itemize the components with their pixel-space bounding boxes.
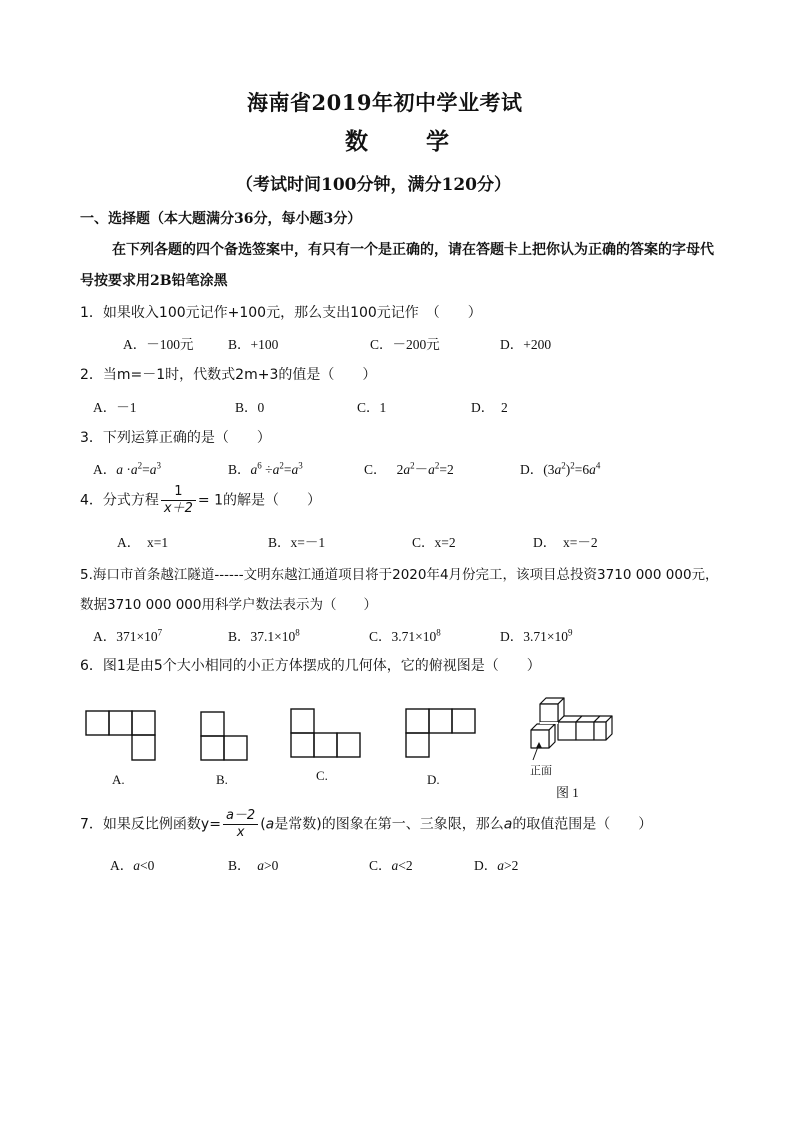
q7-fraction-numerator: a－2 [223,808,258,825]
q1-option-a: A．－100元 [123,337,194,352]
q6-option-a-figure [84,708,164,768]
q1-option-c: C．－200元 [370,337,440,352]
q7-option-d-var: a [497,858,504,873]
q5-option-c-base: C．3.71×10 [369,629,437,644]
instruction-line-2: 号按要求用2B铅笔涂黑 [80,273,228,289]
q3-option-c: C． $2a^2-a^2=2$ [364,460,454,477]
q7-fraction [223,808,258,841]
q7-option-a [110,854,154,874]
instruction-line-1: 在下列各题的四个备选签案中，有只有一个是正确的，请在答题卡上把你认为正确的答案的字母代 [112,242,714,258]
q1-option-b: B．+100 [228,337,279,352]
q4-fraction [161,484,196,517]
q7-option-d-expr: >2 [504,858,519,873]
q4-fraction-denominator: x＋2 [163,501,193,516]
q7-option-b-var: a [257,858,265,873]
q5-option-a [93,625,162,645]
q2-option-c: C．1 [357,400,387,415]
q2-option-d: D． 2 [471,400,508,415]
q7-var-2: a [503,816,513,833]
question-4-stem [80,484,321,517]
figure-1-caption: 图 1 [556,785,579,800]
q7-prefix: 7．如果反比例函数y= [80,816,221,833]
q7-option-a-var: a [133,858,140,873]
q6-option-a-label: A. [112,772,125,787]
q5-option-c-exponent: 8 [436,627,441,638]
q7-option-b [228,854,278,874]
subject-title [345,123,449,156]
q5-option-a-exponent: 7 [157,627,163,638]
q4-option-d: D． x=－2 [533,535,598,550]
q7-option-a-expr: <0 [140,858,155,873]
q7-option-b-expr: >0 [264,858,279,873]
q3-option-a: A．$a \cdot a^2=a^3$ [93,460,161,477]
q7-fraction-denominator: x [236,825,245,840]
section-heading: 一、选择题（本大题满分36分，每小题3分） [80,211,362,227]
q7-suffix-middle: 是常数)的图象在第一、三象限，那么 [274,816,504,833]
q4-option-a: A． x=1 [117,535,169,550]
q5-option-b-base: B．37.1×10 [228,629,296,644]
question-1-stem: 1．如果收入100元记作+100元，那么支出100元记作 （ ） [80,305,482,321]
q5-option-d-exponent: 9 [568,627,573,638]
q5-option-a-base: A．371×10 [93,629,158,644]
q3-option-a-label: A． [93,462,117,477]
question-7-stem [80,808,652,841]
q6-option-d-figure [404,707,484,762]
q7-option-c [369,854,413,874]
q7-option-c-var: a [391,858,399,873]
subject-char-1: 数 [345,128,368,155]
q6-option-b-figure [198,710,253,765]
q7-suffix-end: 的取值范围是（ ） [512,816,653,833]
q7-option-d-label: D． [474,858,498,873]
question-5-line-1: 5.海口市首条越江隧道------文明东越江通道项目将于2020年4月份完工，该项目总投资3710 000 000元， [80,567,719,583]
q4-option-c: C．x=2 [412,535,456,550]
question-5-line-2: 数据3710 000 000用科学户数法表示为（ ） [80,597,377,613]
q3-option-b: B．$a^6 \div a^2=a^3$ [228,460,303,477]
q5-option-b [228,625,300,645]
q5-option-d [500,625,573,645]
subject-char-2: 学 [426,128,449,155]
q3-option-d: D．$(3a^2)^2=6a^4$ [520,460,601,477]
q2-option-a: A．－1 [93,400,137,415]
q7-option-c-label: C． [369,858,392,873]
q3-option-c-label: C． [364,462,387,477]
exam-note: （考试时间100分钟，满分120分） [236,175,511,195]
q7-option-d [474,854,518,874]
q7-var-1: a [265,816,275,833]
q7-option-b-label: B． [228,858,251,873]
question-6-stem: 6．图1是由5个大小相同的小正方体摆成的几何体，它的俯视图是（ ） [80,658,541,674]
q7-suffix-open: ( [260,816,266,833]
q2-option-b: B．0 [235,400,265,415]
q4-fraction-numerator: 1 [161,484,196,501]
q7-option-a-label: A． [110,858,134,873]
q1-option-d: D．+200 [500,337,552,352]
q3-option-b-label: B． [228,462,251,477]
q6-option-d-label: D. [427,772,440,787]
question-3-stem: 3．下列运算正确的是（ ） [80,430,271,446]
q4-option-b: B．x=－1 [268,535,326,550]
q4-suffix: = 1的解是（ ） [197,492,321,509]
q5-option-c [369,625,441,645]
front-view-label: 正面 [530,764,552,777]
q6-option-c-figure [289,707,369,762]
q5-option-b-exponent: 8 [295,627,300,638]
q5-option-d-base: D．3.71×10 [500,629,568,644]
q3-option-d-label: D． [520,462,544,477]
q6-option-c-label: C. [316,768,328,783]
q7-option-c-expr: <2 [398,858,413,873]
exam-title: 海南省2019年初中学业考试 [247,90,523,115]
q4-prefix: 4．分式方程 [80,492,159,509]
q6-option-b-label: B. [216,772,228,787]
question-2-stem: 2．当m=－1时，代数式2m+3的值是（ ） [80,367,377,383]
